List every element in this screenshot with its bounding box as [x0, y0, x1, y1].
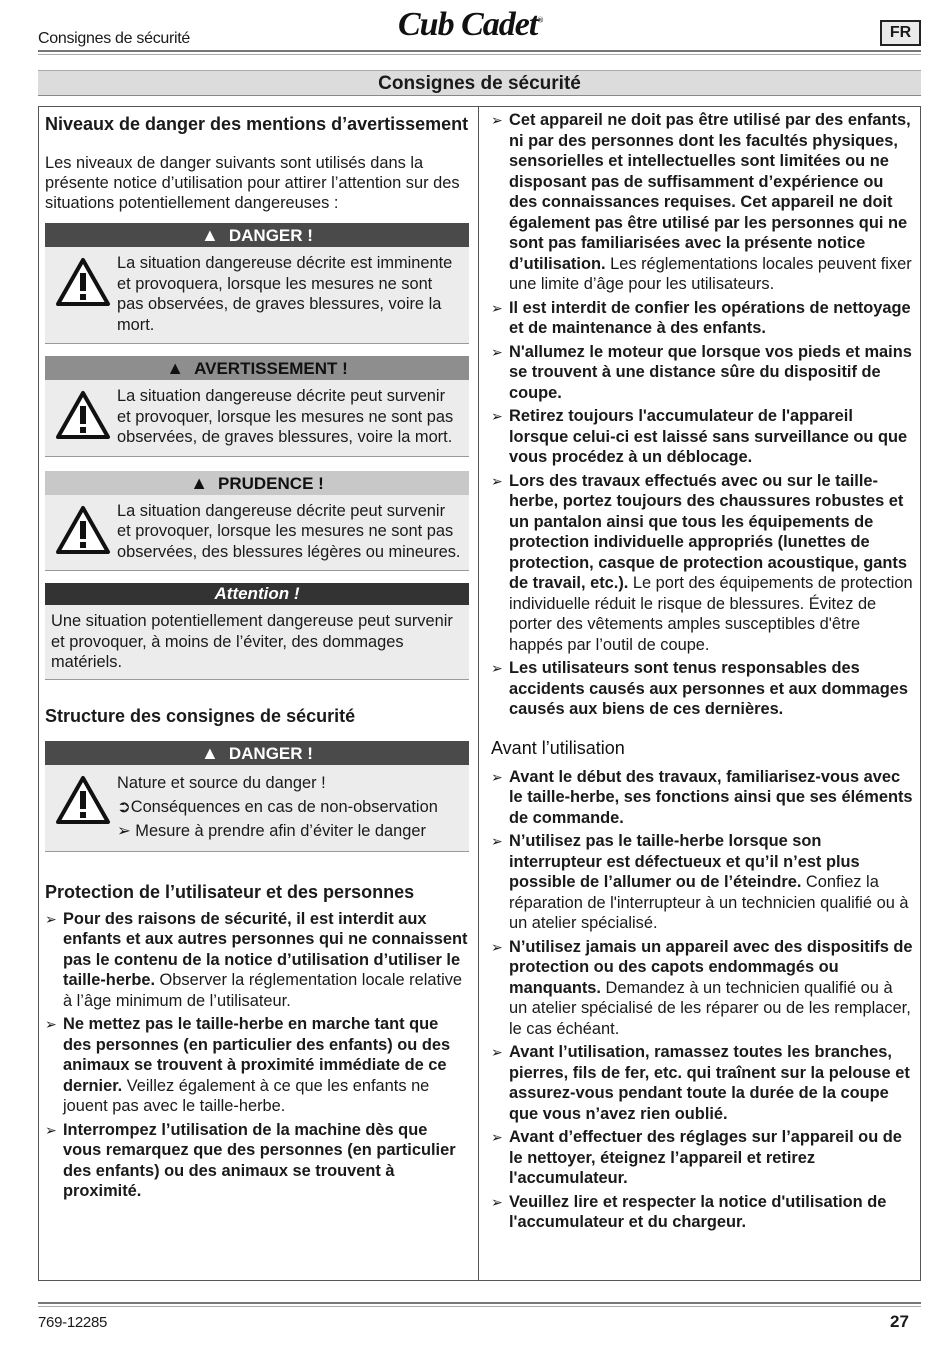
intro-paragraph: Les niveaux de danger suivants sont utilisés dans la présente notice d’utilisation pour attirer l’attention sur des situations potentiellement dangereuses : — [45, 154, 460, 212]
warning-title: ▲ AVERTISSEMENT ! — [45, 356, 469, 380]
list-item: ➢ Veuillez lire et respecter la notice d'utilisation de l'accumulateur et du chargeur. — [491, 1192, 915, 1233]
danger-title: ▲ DANGER ! — [45, 223, 469, 247]
protection-list — [45, 909, 469, 1202]
running-header: Consignes de sécurité — [38, 30, 191, 47]
list-item: ➢ N'allumez le moteur que lorsque vos pieds et mains se trouvent à une distance sûre du dispositif de coupe. — [491, 342, 915, 404]
list-item: ➢ Lors des travaux effectués avec ou sur le taille-herbe, portez toujours des chaussures robustes et un pantalon ainsi que tous les équipements de protection individuelle appropriés (lunettes de protection, casque de protection acoustique, gants de travail, etc.). Le port des équipements de protection individuelle réduit le risque de blessures. Évitez de porter des vêtements amples susceptibles d'être happés par l’outil de coupe. — [491, 471, 915, 656]
document-number: 769-12285 — [38, 1314, 108, 1331]
header-rule — [38, 50, 921, 52]
children-list — [491, 110, 915, 720]
warning-triangle-icon — [51, 501, 115, 563]
list-item: ➢ Ne mettez pas le taille-herbe en marche tant que des personnes (en particulier des enfants) ou des animaux se trouvent à proximité immédiate de ce dernier. Veillez également à ce que les enfants ne jouent pas avec le taille-herbe. — [45, 1014, 469, 1117]
list-item: ➢ Il est interdit de confier les opérations de nettoyage et de maintenance à des enfants. — [491, 298, 915, 339]
heading-before-use: Avant l’utilisation — [491, 737, 625, 758]
structure-line-source: Nature et source du danger ! — [117, 773, 326, 792]
heading-danger-levels: Niveaux de danger des mentions d’avertissement — [45, 114, 469, 134]
warning-triangle-icon: ▲ — [201, 225, 219, 245]
list-item: ➢ N’utilisez pas le taille-herbe lorsque son interrupteur est défectueux et qu’il n’est plus possible de l’allumer ou de l’éteindre. Confiez la réparation de l'interrupteur à un technicien qualifié ou à un atelier spécialisé. — [491, 831, 915, 934]
attention-title: Attention ! — [45, 583, 469, 605]
list-item: ➢ Avant le début des travaux, familiarisez-vous avec le taille-herbe, ses fonctions ainsi que ses éléments de commande. — [491, 767, 915, 829]
danger-box — [45, 223, 469, 344]
warning-box — [45, 356, 469, 457]
structure-line-consequence: ➲Conséquences en cas de non-observation — [117, 797, 438, 816]
caution-box — [45, 471, 469, 572]
warning-triangle-icon — [51, 253, 115, 335]
language-badge: FR — [880, 20, 921, 46]
brand-logo: Cub Cadet® — [398, 6, 543, 43]
list-item: ➢ Les utilisateurs sont tenus responsables des accidents causés aux personnes et aux dommages causés aux biens de ces dernières. — [491, 658, 915, 720]
list-item: ➢ Avant d’effectuer des réglages sur l’appareil ou de le nettoyer, éteignez l’appareil et retirez l'accumulateur. — [491, 1127, 915, 1189]
before-use-list — [491, 767, 915, 1233]
warning-triangle-icon: ▲ — [166, 358, 185, 378]
warning-text: La situation dangereuse décrite peut survenir et provoquer, lorsque les mesures ne sont pas observées, de graves blessures, voire la mort. — [117, 387, 454, 446]
warning-triangle-icon: ▲ — [190, 472, 209, 493]
heading-structure: Structure des consignes de sécurité — [45, 705, 356, 726]
danger-text: La situation dangereuse décrite est imminente et provoquera, lorsque les mesures ne sont pas observées, de graves blessures, voire la mort. — [117, 254, 453, 334]
list-item: ➢ Interrompez l’utilisation de la machine dès que vous remarquez que des personnes (en particulier des enfants) ou des animaux se trouvent à proximité. — [45, 1120, 469, 1202]
caution-text: La situation dangereuse décrite peut survenir et provoquer, lorsque les mesures ne sont pas observées, des blessures légères ou mineures. — [117, 501, 461, 561]
page-number: 27 — [890, 1312, 909, 1331]
structure-title: ▲ DANGER ! — [45, 741, 469, 765]
list-item: ➢ Pour des raisons de sécurité, il est interdit aux enfants et aux autres personnes qui ne connaissent pas le contenu de la notice d’utilisation d’utiliser le taille-herbe. Observer la réglementation locale relative à l’âge minimum de l’utilisateur. — [45, 909, 469, 1012]
left-column — [45, 110, 469, 1205]
list-item: ➢ Avant l’utilisation, ramassez toutes les branches, pierres, fils de fer, etc. qui traînent sur la pelouse et assurez-vous pendant toute la durée de la coupe que vous n’avez rien oublié. — [491, 1042, 915, 1124]
warning-triangle-icon: ▲ — [201, 742, 219, 763]
list-item: ➢ Cet appareil ne doit pas être utilisé par des enfants, ni par des personnes dont les facultés physiques, sensorielles et intellectuelles sont limitées ou ne disposant pas de suffisamment d’expérience ou des connaissances requises. Cet appareil ne doit également pas être utilisé par les personnes qui ne sont pas familiarisées avec la présente notice d’utilisation. Les réglementations locales peuvent fixer une limite d’âge pour les utilisateurs. — [491, 110, 915, 295]
attention-text: Une situation potentiellement dangereuse peut survenir et provoquer, à moins de l’éviter, des dommages matériels. — [45, 605, 469, 680]
right-column — [491, 110, 915, 1236]
heading-protection: Protection de l’utilisateur et des personnes — [45, 881, 415, 902]
footer-rule — [38, 1302, 921, 1304]
list-item: ➢ Retirez toujours l'accumulateur de l'appareil lorsque celui-ci est laissé sans surveillance ou que vous procédez à un déblocage. — [491, 406, 915, 468]
warning-triangle-icon — [51, 386, 115, 448]
warning-triangle-icon — [51, 771, 115, 843]
footer-rule-thin — [38, 1306, 921, 1307]
header-rule-thin — [38, 54, 921, 55]
structure-box — [45, 741, 469, 852]
caution-title: ▲ PRUDENCE ! — [45, 471, 469, 495]
column-divider — [478, 106, 479, 1281]
list-item: ➢ N’utilisez jamais un appareil avec des dispositifs de protection ou des capots endommagés ou manquants. Demandez à un technicien qualifié ou à un atelier spécialisé de les réparer ou de les remplacer, le cas échéant. — [491, 937, 915, 1040]
structure-line-measure: ➢ Mesure à prendre afin d’éviter le danger — [117, 821, 426, 840]
section-title: Consignes de sécurité — [38, 70, 921, 96]
